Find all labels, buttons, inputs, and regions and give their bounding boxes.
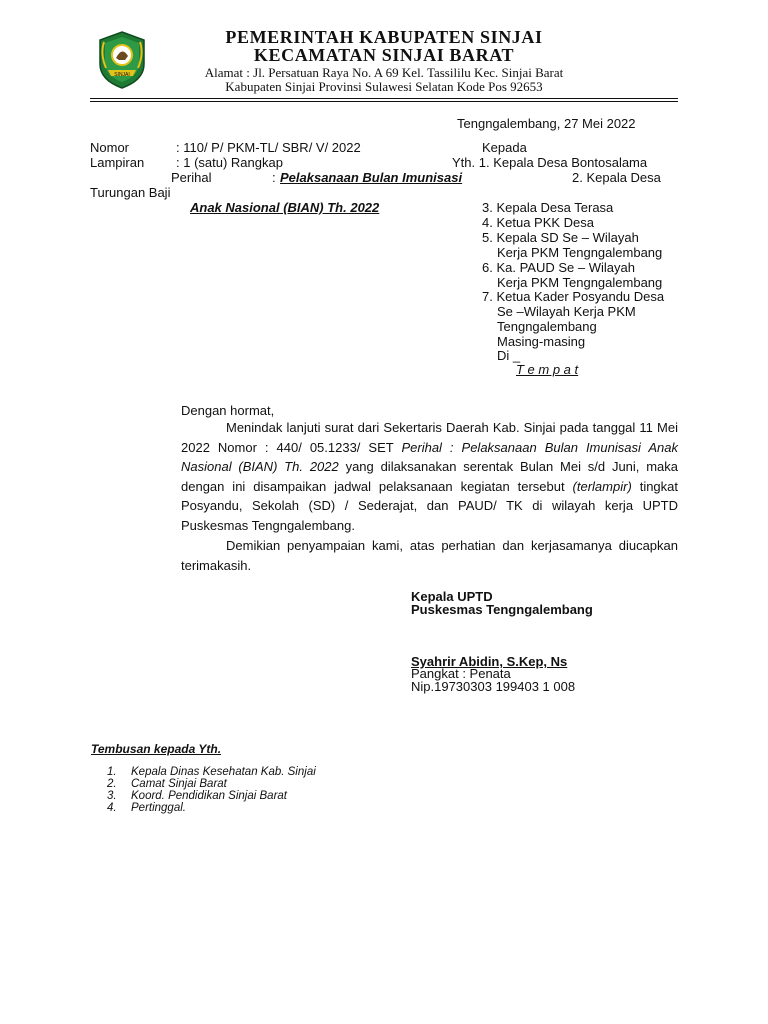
kepada-label: Kepada	[482, 140, 527, 155]
perihal-label: Perihal	[171, 170, 212, 185]
p1-part-c: yang dilaksanakan serentak Bulan Mei s/d Juni, maka dengan ini disampaikan jadwal pelaksanaan kegiatan tersebut	[181, 459, 679, 494]
signature-name: Syahrir Abidin, S.Kep, Ns	[411, 654, 568, 669]
recipient-4: 4. Ketua PKK Desa	[482, 215, 595, 230]
recipient-tempat: T e m p a t	[516, 362, 579, 377]
nomor-value: : 110/ P/ PKM-TL/ SBR/ V/ 2022	[176, 140, 361, 155]
p1-part-d: (terlampir)	[572, 478, 632, 494]
nomor-label: Nomor	[90, 140, 130, 155]
recipient-7-cont2: Tengngalembang	[497, 319, 597, 334]
recipient-2: 2. Kepala Desa	[572, 170, 661, 185]
recipient-di: Di _	[497, 348, 521, 363]
list-item: 1. Kepala Dinas Kesehatan Kab. Sinjai	[107, 766, 316, 778]
body-paragraph-2: Demikian penyampaian kami, atas perhatian dan kerjasamanya diucapkan terimakasih.	[181, 538, 678, 573]
letterhead-line1: PEMERINTAH KABUPATEN SINJAI	[225, 27, 543, 47]
signature-title-2: Puskesmas Tengngalembang	[411, 602, 593, 617]
lampiran-label: Lampiran	[90, 155, 145, 170]
cc-list	[107, 766, 316, 814]
recipient-5: 5. Kepala SD Se – Wilayah	[482, 230, 639, 245]
letterhead-rule-thin	[90, 101, 678, 102]
signature-nip: Nip.19730303 199403 1 008	[411, 679, 576, 694]
logo-text: SINJAI	[114, 72, 130, 78]
list-item: 4. Pertinggal.	[107, 802, 186, 814]
p1-part-e: tingkat Posyandu, Sekolah (SD) / Sederajat, dan PAUD/ TK di wilayah kerja UPTD Puskesmas Tengngalembang.	[181, 478, 679, 533]
perihal-colon: :	[272, 170, 276, 185]
letterhead-address2: Kabupaten Sinjai Provinsi Sulawesi Selatan Kode Pos 92653	[225, 79, 543, 94]
signature-rank: Pangkat : Penata	[411, 666, 511, 681]
recipient-6-cont: Kerja PKM Tengngalembang	[497, 275, 663, 290]
list-item: 2. Camat Sinjai Barat	[107, 778, 227, 790]
cc-heading: Tembusan kepada Yth.	[91, 742, 222, 756]
signature-title-1: Kepala UPTD	[411, 589, 493, 604]
recipient-7: 7. Ketua Kader Posyandu Desa	[482, 289, 665, 304]
recipient-1: Yth. 1. Kepala Desa Bontosalama	[452, 155, 648, 170]
letterhead-address1: Alamat : Jl. Persatuan Raya No. A 69 Kel. Tassililu Kec. Sinjai Barat	[204, 65, 564, 80]
recipient-7-cont1: Se –Wilayah Kerja PKM	[497, 304, 636, 319]
recipient-6: 6. Ka. PAUD Se – Wilayah	[482, 260, 635, 275]
letter-date: Tengngalembang, 27 Mei 2022	[457, 116, 636, 131]
letterhead-rule	[90, 98, 678, 99]
perihal-value: Pelaksanaan Bulan Imunisasi	[280, 170, 463, 185]
p1-part-a: Menindak lanjuti surat dari Sekertaris Daerah Kab. Sinjai pada tanggal 11 Mei 2022 Nomor : 440/ 05.1233/ SET	[181, 420, 678, 455]
letterhead-line2: KECAMATAN SINJAI BARAT	[253, 45, 515, 65]
p1-part-b: Perihal : Pelaksanaan Bulan Imunisasi Anak Nasional (BIAN) Th. 2022	[181, 439, 678, 474]
list-item: 3. Koord. Pendidikan Sinjai Barat	[107, 790, 287, 802]
greeting: Dengan hormat,	[181, 403, 275, 418]
recipient-5-cont: Kerja PKM Tengngalembang	[497, 245, 663, 260]
body-paragraph-1	[181, 418, 678, 535]
recipient-masing: Masing-masing	[497, 334, 586, 349]
lampiran-value: : 1 (satu) Rangkap	[176, 155, 283, 170]
recipient-2-cont: Turungan Baji	[90, 185, 171, 200]
perihal-value-cont: Anak Nasional (BIAN) Th. 2022	[190, 200, 380, 215]
recipient-3: 3. Kepala Desa Terasa	[482, 200, 614, 215]
